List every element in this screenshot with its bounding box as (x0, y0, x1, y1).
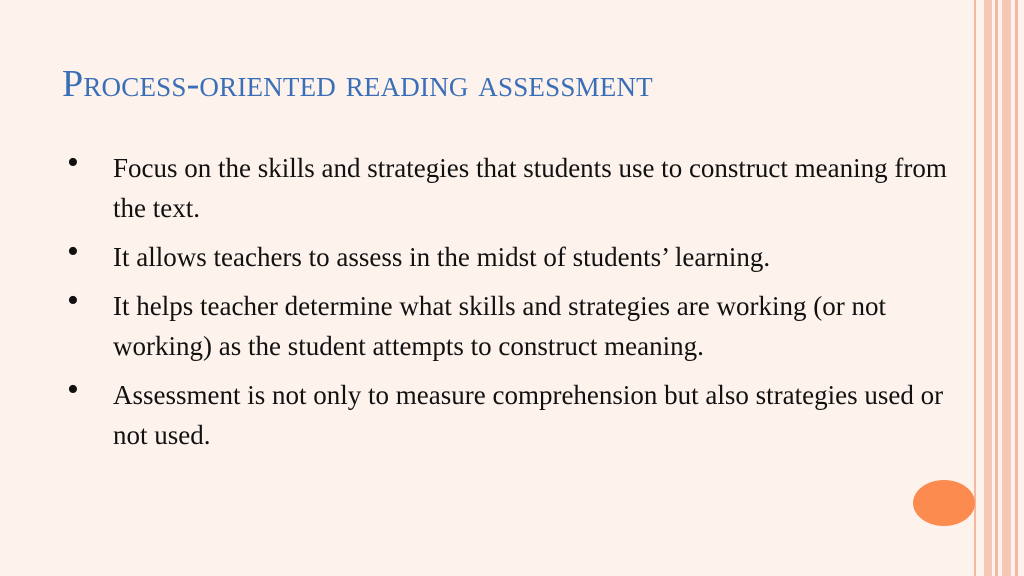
slide-title: Process-oriented reading assessment (62, 63, 653, 105)
bullet-text: It allows teachers to assess in the midst of students’ learning. (113, 242, 771, 272)
bullet-item (62, 282, 962, 366)
bullet-item (62, 144, 962, 228)
accent-circle (913, 480, 975, 526)
bullet-item (62, 233, 962, 277)
bullet-text: Focus on the skills and strategies that students use to construct meaning from the text. (113, 153, 947, 223)
bullet-icon: • (67, 282, 79, 319)
frame-line (995, 0, 998, 576)
bullet-icon: • (67, 144, 79, 181)
bullet-item (62, 371, 962, 455)
bullet-icon: • (67, 233, 79, 270)
frame-line (974, 0, 976, 576)
bullet-text: It helps teacher determine what skills and strategies are working (or not working) as the student attempts to construct meaning. (113, 291, 886, 361)
bullet-text: Assessment is not only to measure comprehension but also strategies used or not used. (113, 380, 944, 450)
bullet-icon: • (67, 371, 79, 408)
frame-line (1002, 0, 1011, 576)
frame-line (1015, 0, 1018, 576)
frame-line (984, 0, 992, 576)
bullet-list (62, 144, 962, 464)
